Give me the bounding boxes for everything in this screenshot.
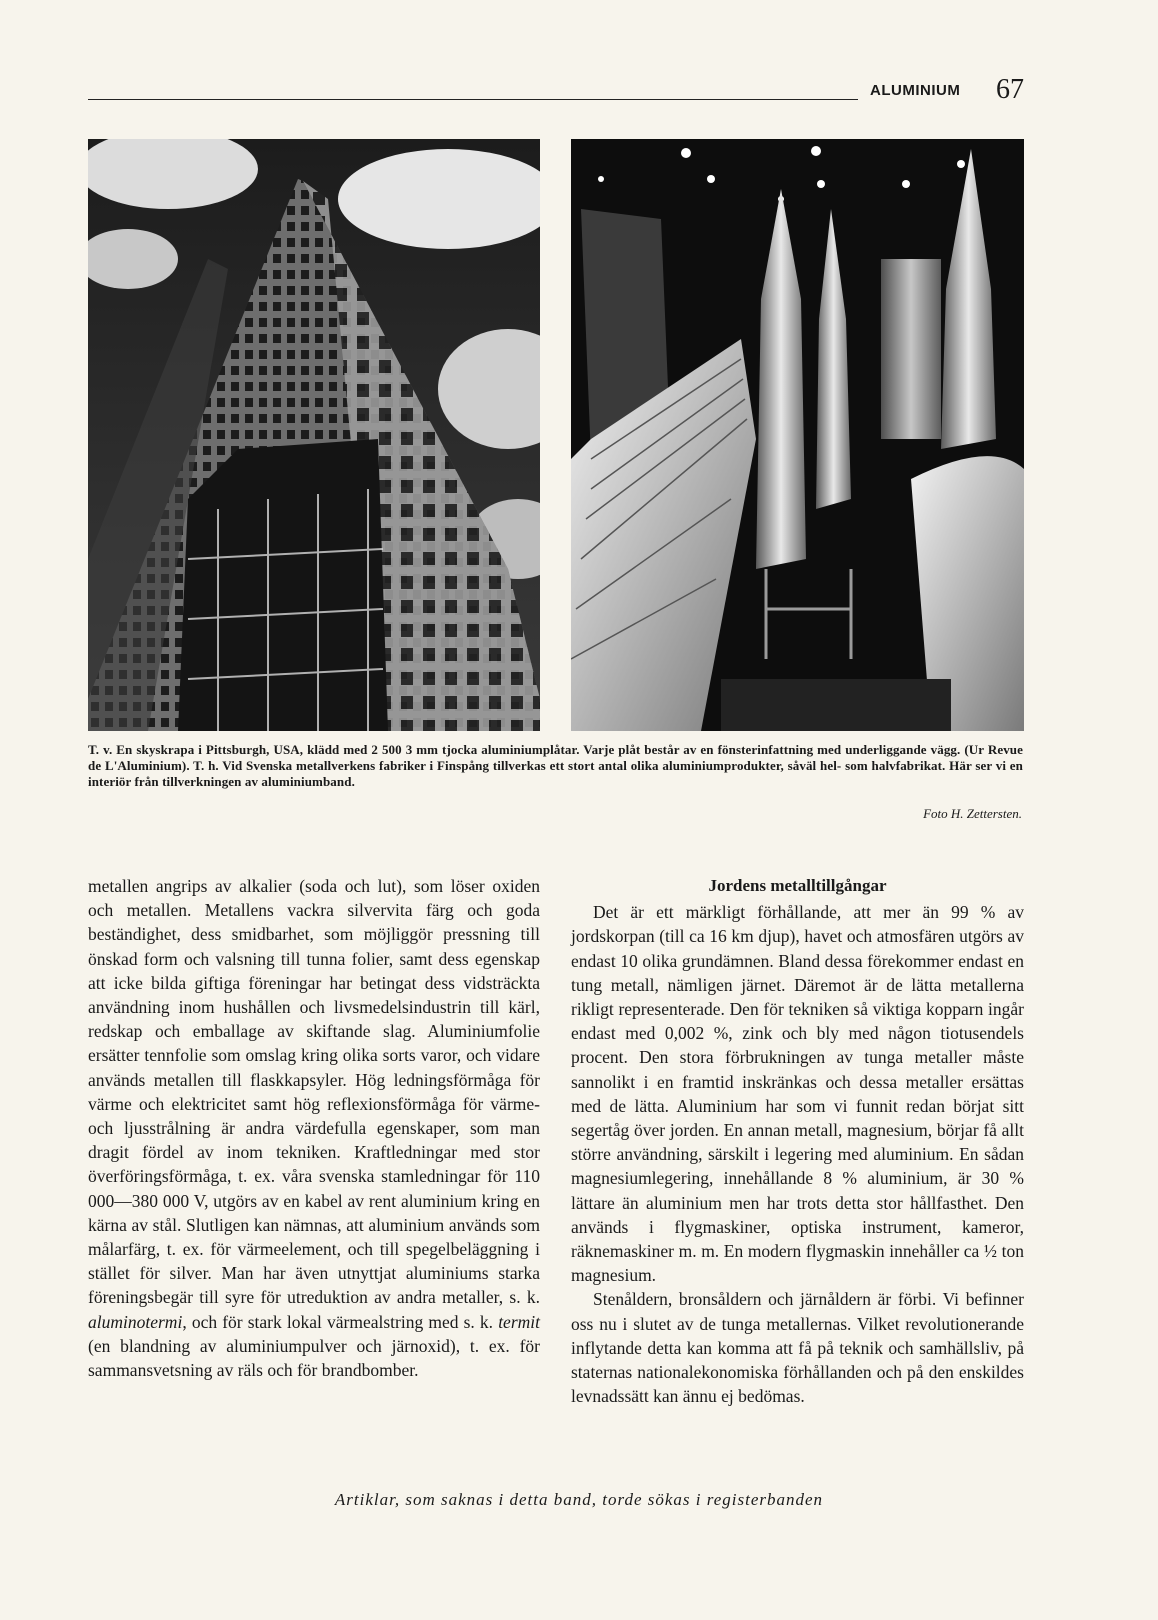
- photo-credit: Foto H. Zettersten.: [923, 806, 1022, 821]
- left-paragraph: [88, 874, 540, 1382]
- header-rule: [88, 99, 858, 100]
- right-paragraph-1: Det är ett märkligt förhållande, att mer än 99 % av jordskorpan (till ca 16 km djup), havet och atmosfären utgörs av endast 10 olika grundämnen. Bland dessa förekommer endast en tung metall, nämligen järnet. Däremot är de lätta metallerna rikligt representerade. Den för tekniken så viktiga kopparn ingår endast med 0,002 %, zink och bly med någon tiotusendels procent. Den stora förbrukningen av tunga metaller måste sannolikt i en framtid inskränkas och dessa metaller ersättas med de lätta. Aluminium har som vi funnit redan börjat sitt segertåg över jorden. En annan metall, magnesium, börjar få allt större användning, särskilt i legering med aluminium. En sådan magnesiumlegering, innehållande 8 % aluminium, är 30 % lättare än aluminium men har trots detta stor hållfasthet. Den används i flygmaskiner, optiska instrument, kameror, räknemaskiner m. m. En modern flygmaskin innehåller ca ½ ton magnesium.: [571, 902, 1024, 1286]
- left-text-c: (en blandning av aluminiumpulver och järnoxid), t. ex. för sammansvetsning av räls och för brandbomber.: [88, 1335, 540, 1381]
- running-head: ALUMINIUM: [870, 82, 961, 99]
- skyscraper-photo: [88, 139, 540, 731]
- term-termit: termit: [498, 1311, 540, 1332]
- footer-note: Artiklar, som saknas i detta band, torde sökas i registerbanden: [334, 1490, 824, 1509]
- right-column: [571, 874, 1024, 1408]
- figure-caption: T. v. En skyskrapa i Pittsburgh, USA, klädd med 2 500 3 mm tjocka aluminiumplåtar. Varje plåt består av en fönsterinfattning med underliggande vägg. (Ur Revue de L'Aluminium). T. h. Vid Svenska metallverkens fabriker i Finspång tillverkas ett stort antal olika aluminiumprodukter, såväl hel- som halvfabrikat. Här ser vi en interiör från tillverkningen av aluminiumband.: [88, 742, 1023, 789]
- right-paragraph-2: Stenåldern, bronsåldern och järnåldern är förbi. Vi befinner oss nu i slutet av de tunga metallernas. Vilket revolutionerande inflytande detta kan komma att få på teknik och samhällsliv, på staternas nationalekonomiska förhållanden och på den enskildes levnadssätt kan ännu ej bedömas.: [571, 1289, 1024, 1407]
- factory-interior-photo: [571, 139, 1024, 731]
- page-number: 67: [996, 74, 1024, 105]
- left-text-b: , och för stark lokal värmealstring med s. k.: [182, 1311, 499, 1332]
- term-aluminotermi: aluminotermi: [88, 1311, 183, 1332]
- left-text-a: metallen angrips av alkalier (soda och lut), som löser oxiden och metallen. Metallens vackra silvervita färg och goda beständighet, dess smidbarhet, som möjliggör pressning till önskad form och valsning till tunna folier, samt dess egenskap att icke bilda giftiga föreningar har betingat dess vidsträckta användning inom hushållen och livsmedelsindustrin till kärl, redskap och emballage av skiftande slag. Aluminiumfolie ersätter tennfolie som omslag kring olika sorts varor, och vidare används metallen till flaskkapsyler. Hög ledningsförmåga för värme och elektricitet samt hög reflexionsförmåga för värme- och ljusstrålning är andra värdefulla egenskaper, som man dragit fördel av inom tekniken. Kraftledningar med stor överföringsförmåga, t. ex. våra svenska stamledningar för 110 000—380 000 V, utgörs av en kabel av rent aluminium kring en kärna av stål. Slutligen kan nämnas, att aluminium används som målarfärg, t. ex. för värmeelement, och till spegelbeläggning i stället för silver. Man har även utnyttjat aluminiums starka föreningsbegär till syre för utreduktion av andra metaller, s. k.: [88, 876, 540, 1308]
- left-column: [88, 874, 540, 1382]
- section-heading: Jordens metalltillgångar: [708, 876, 887, 895]
